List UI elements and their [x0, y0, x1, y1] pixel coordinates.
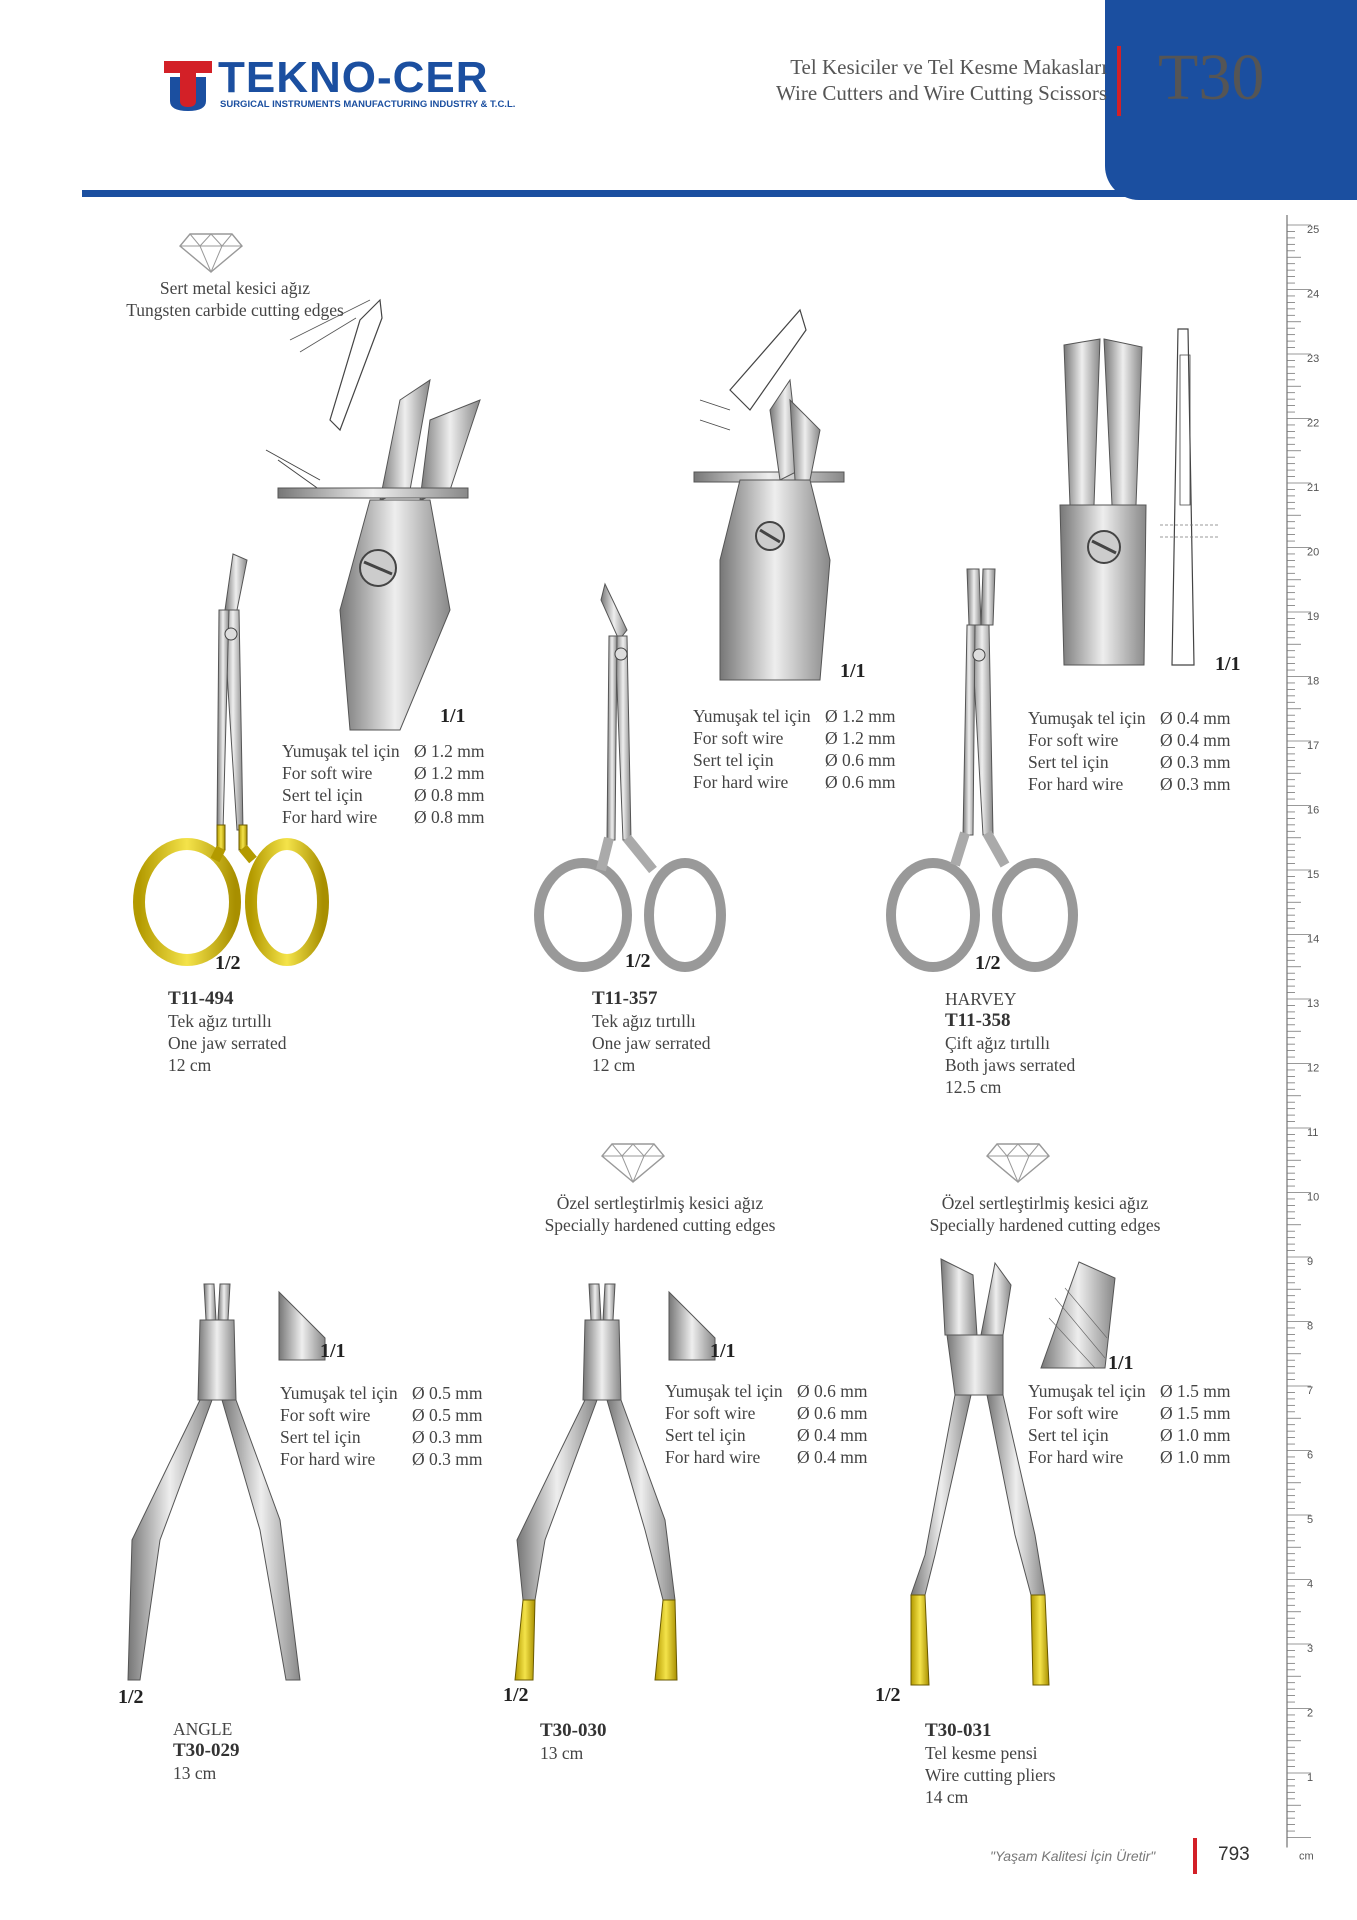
cutter-tip-detail-image — [260, 300, 490, 720]
diamond-icon — [600, 1140, 666, 1184]
product-desc-en: Both jaws serrated — [945, 1055, 1076, 1075]
product-code: T30-029 — [173, 1740, 240, 1761]
spec-row — [280, 1382, 483, 1404]
product-size: 13 cm — [540, 1743, 584, 1763]
scale-label: 1/2 — [503, 1684, 529, 1706]
ruler-number: 1 — [1307, 1772, 1314, 1784]
logo-mark-icon — [160, 55, 216, 111]
spec-row — [665, 1424, 868, 1446]
hardened-note-2-tr: Özel sertleştirlmiş kesici ağız — [941, 1193, 1149, 1213]
spec-value: Ø 0.6 mm — [825, 772, 896, 792]
spec-row — [693, 727, 896, 749]
spec-table-t30-031 — [1028, 1380, 1231, 1468]
product-name: ANGLE — [173, 1719, 233, 1739]
spec-row — [282, 784, 485, 806]
diamond-icon — [985, 1140, 1051, 1184]
centimeter-ruler — [1285, 215, 1325, 1863]
ruler-number: 14 — [1307, 933, 1320, 946]
scale-label: 1/1 — [1215, 653, 1241, 675]
spec-value: Ø 0.5 mm — [412, 1405, 483, 1425]
spec-value: Ø 0.4 mm — [1160, 708, 1231, 728]
spec-row — [282, 740, 485, 762]
spec-row — [665, 1402, 868, 1424]
spec-value: Ø 0.5 mm — [412, 1383, 483, 1403]
spec-value: Ø 0.4 mm — [797, 1447, 868, 1467]
spec-row — [693, 705, 896, 727]
ruler-number: 21 — [1307, 482, 1320, 494]
product-desc-tr: Çift ağız tırtıllı — [945, 1033, 1050, 1053]
spec-label: For soft wire — [693, 728, 784, 748]
scale-label: 1/1 — [710, 1340, 736, 1362]
product-caption-t30-029 — [173, 1718, 240, 1784]
spec-label: For soft wire — [665, 1403, 756, 1423]
spec-label: For hard wire — [665, 1447, 761, 1467]
spec-row — [280, 1426, 483, 1448]
spec-row — [1028, 1380, 1231, 1402]
spec-label: For hard wire — [693, 772, 789, 792]
spec-table-t30-029 — [280, 1382, 483, 1470]
ruler-number: 22 — [1307, 417, 1320, 430]
spec-row — [1028, 729, 1231, 751]
spec-row — [693, 771, 896, 793]
spec-label: Yumuşak tel için — [280, 1383, 398, 1403]
scale-label: 1/2 — [215, 952, 241, 974]
spec-row — [1028, 1446, 1231, 1468]
spec-value: Ø 1.2 mm — [414, 763, 485, 783]
ruler-number: 19 — [1307, 611, 1320, 623]
ruler-number: 3 — [1307, 1643, 1314, 1655]
page-title — [776, 54, 1107, 106]
header-rule — [82, 190, 1357, 197]
spec-value: Ø 0.8 mm — [414, 785, 485, 805]
spec-value: Ø 1.2 mm — [825, 728, 896, 748]
spec-row — [1028, 1402, 1231, 1424]
spec-label: Sert tel için — [665, 1425, 746, 1445]
product-desc-tr: Tek ağız tırtıllı — [168, 1011, 272, 1031]
tungsten-note-tr: Sert metal kesici ağız — [159, 278, 311, 298]
spec-label: Yumuşak tel için — [1028, 1381, 1146, 1401]
spec-label: Yumuşak tel için — [665, 1381, 783, 1401]
ruler-number: 11 — [1307, 1127, 1319, 1139]
spec-label: Yumuşak tel için — [282, 741, 400, 761]
product-code: T30-031 — [925, 1720, 992, 1741]
brand-logo — [160, 53, 516, 115]
spec-value: Ø 1.2 mm — [414, 741, 485, 761]
brand-name: TEKNO-CER — [218, 53, 489, 102]
spec-value: Ø 0.6 mm — [797, 1381, 868, 1401]
spec-row — [1028, 1424, 1231, 1446]
ruler-number: 17 — [1307, 740, 1320, 752]
hardened-note-2-en: Specially hardened cutting edges — [929, 1215, 1161, 1235]
hardened-note-1-en: Specially hardened cutting edges — [544, 1215, 776, 1235]
ruler-number: 8 — [1307, 1320, 1314, 1333]
product-size: 14 cm — [925, 1787, 969, 1807]
spec-row — [1028, 773, 1231, 795]
product-desc-en: One jaw serrated — [592, 1033, 711, 1053]
diamond-icon — [178, 230, 244, 274]
spec-label: For soft wire — [280, 1405, 371, 1425]
spec-row — [280, 1448, 483, 1470]
spec-table-t11-494 — [282, 740, 485, 828]
ruler-number: 24 — [1307, 288, 1320, 301]
cutter-tip-detail-image — [1050, 325, 1270, 680]
hardened-note-1 — [520, 1192, 800, 1236]
spec-table-t11-357 — [693, 705, 896, 793]
spec-value: Ø 0.6 mm — [825, 750, 896, 770]
cutter-tip-detail-image — [690, 310, 890, 680]
spec-label: Yumuşak tel için — [693, 706, 811, 726]
product-code: T11-494 — [168, 988, 234, 1009]
footer-divider — [1193, 1838, 1197, 1874]
spec-table-t30-030 — [665, 1380, 868, 1468]
spec-row — [665, 1380, 868, 1402]
page-number: 793 — [1218, 1844, 1250, 1865]
product-caption-t11-358 — [945, 988, 1075, 1098]
spec-value: Ø 1.0 mm — [1160, 1447, 1231, 1467]
brand-subtitle: SURGICAL INSTRUMENTS MANUFACTURING INDUSTRY & T.C.L. — [220, 99, 516, 110]
scale-label: 1/1 — [320, 1340, 346, 1362]
spec-row — [280, 1404, 483, 1426]
ruler-number: 15 — [1307, 869, 1320, 881]
ruler-unit: cm — [1299, 1850, 1314, 1863]
scale-label: 1/2 — [875, 1684, 901, 1706]
product-code: T30-030 — [540, 1720, 607, 1741]
product-desc-en: One jaw serrated — [168, 1033, 287, 1053]
ruler-number: 10 — [1307, 1191, 1320, 1204]
spec-row — [1028, 707, 1231, 729]
scale-label: 1/2 — [625, 950, 651, 972]
spec-row — [282, 762, 485, 784]
product-caption-t11-357 — [592, 988, 711, 1076]
scale-label: 1/1 — [840, 660, 866, 682]
product-caption-t30-031 — [925, 1720, 1056, 1808]
spec-label: Sert tel için — [1028, 752, 1109, 772]
product-desc-en: Wire cutting pliers — [925, 1765, 1056, 1785]
hardened-note-2 — [905, 1192, 1185, 1236]
product-desc-tr: Tel kesme pensi — [925, 1743, 1038, 1763]
scale-label: 1/1 — [1108, 1352, 1134, 1374]
spec-label: For soft wire — [1028, 1403, 1119, 1423]
product-size: 12 cm — [592, 1055, 636, 1075]
ruler-number: 2 — [1307, 1707, 1314, 1720]
scale-label: 1/2 — [975, 952, 1001, 974]
spec-label: For hard wire — [280, 1449, 376, 1469]
spec-value: Ø 0.6 mm — [797, 1403, 868, 1423]
spec-label: For hard wire — [1028, 774, 1124, 794]
spec-table-t11-358 — [1028, 707, 1231, 795]
tungsten-note-en: Tungsten carbide cutting edges — [126, 300, 344, 320]
spec-label: For soft wire — [282, 763, 373, 783]
product-code: T11-358 — [945, 1010, 1011, 1031]
spec-label: Sert tel için — [282, 785, 363, 805]
spec-row — [665, 1446, 868, 1468]
product-code: T11-357 — [592, 988, 658, 1009]
spec-value: Ø 0.4 mm — [1160, 730, 1231, 750]
ruler-number: 16 — [1307, 804, 1320, 817]
product-desc-tr: Tek ağız tırtıllı — [592, 1011, 696, 1031]
product-name: HARVEY — [945, 989, 1017, 1009]
product-size: 12 cm — [168, 1055, 212, 1075]
spec-row — [1028, 751, 1231, 773]
spec-value: Ø 0.3 mm — [412, 1427, 483, 1447]
title-divider — [1117, 46, 1121, 116]
ruler-number: 23 — [1307, 353, 1320, 365]
spec-label: For soft wire — [1028, 730, 1119, 750]
spec-label: For hard wire — [1028, 1447, 1124, 1467]
spec-value: Ø 0.3 mm — [412, 1449, 483, 1469]
spec-value: Ø 0.4 mm — [797, 1425, 868, 1445]
spec-row — [282, 806, 485, 828]
footer-slogan: "Yaşam Kalitesi İçin Üretir" — [990, 1848, 1156, 1864]
ruler-number: 13 — [1307, 998, 1320, 1010]
hardened-note-1-tr: Özel sertleştirlmiş kesici ağız — [556, 1193, 764, 1213]
product-caption-t30-030 — [540, 1720, 607, 1764]
ruler-number: 9 — [1307, 1256, 1314, 1268]
spec-label: Yumuşak tel için — [1028, 708, 1146, 728]
spec-value: Ø 0.8 mm — [414, 807, 485, 827]
ruler-number: 25 — [1307, 224, 1320, 236]
spec-label: Sert tel için — [280, 1427, 361, 1447]
product-caption-t11-494 — [168, 988, 287, 1076]
ruler-number: 12 — [1307, 1062, 1320, 1075]
spec-value: Ø 1.5 mm — [1160, 1381, 1231, 1401]
ruler-number: 6 — [1307, 1449, 1314, 1462]
ruler-number: 4 — [1307, 1578, 1314, 1591]
ruler-number: 18 — [1307, 675, 1320, 688]
ruler-number: 7 — [1307, 1385, 1314, 1397]
spec-value: Ø 1.5 mm — [1160, 1403, 1231, 1423]
product-size: 12.5 cm — [945, 1077, 1002, 1097]
spec-value: Ø 1.0 mm — [1160, 1425, 1231, 1445]
ruler-number: 5 — [1307, 1514, 1314, 1526]
spec-value: Ø 0.3 mm — [1160, 752, 1231, 772]
spec-label: Sert tel için — [1028, 1425, 1109, 1445]
scale-label: 1/2 — [118, 1686, 144, 1708]
spec-label: For hard wire — [282, 807, 378, 827]
title-tr: Tel Kesiciler ve Tel Kesme Makasları — [790, 55, 1107, 79]
spec-value: Ø 1.2 mm — [825, 706, 896, 726]
product-size: 13 cm — [173, 1763, 217, 1783]
catalog-code: T30 — [1158, 41, 1265, 114]
ruler-number: 20 — [1307, 546, 1320, 559]
title-en: Wire Cutters and Wire Cutting Scissors — [776, 81, 1107, 105]
scale-label: 1/1 — [440, 705, 466, 727]
spec-value: Ø 0.3 mm — [1160, 774, 1231, 794]
spec-label: Sert tel için — [693, 750, 774, 770]
spec-row — [693, 749, 896, 771]
